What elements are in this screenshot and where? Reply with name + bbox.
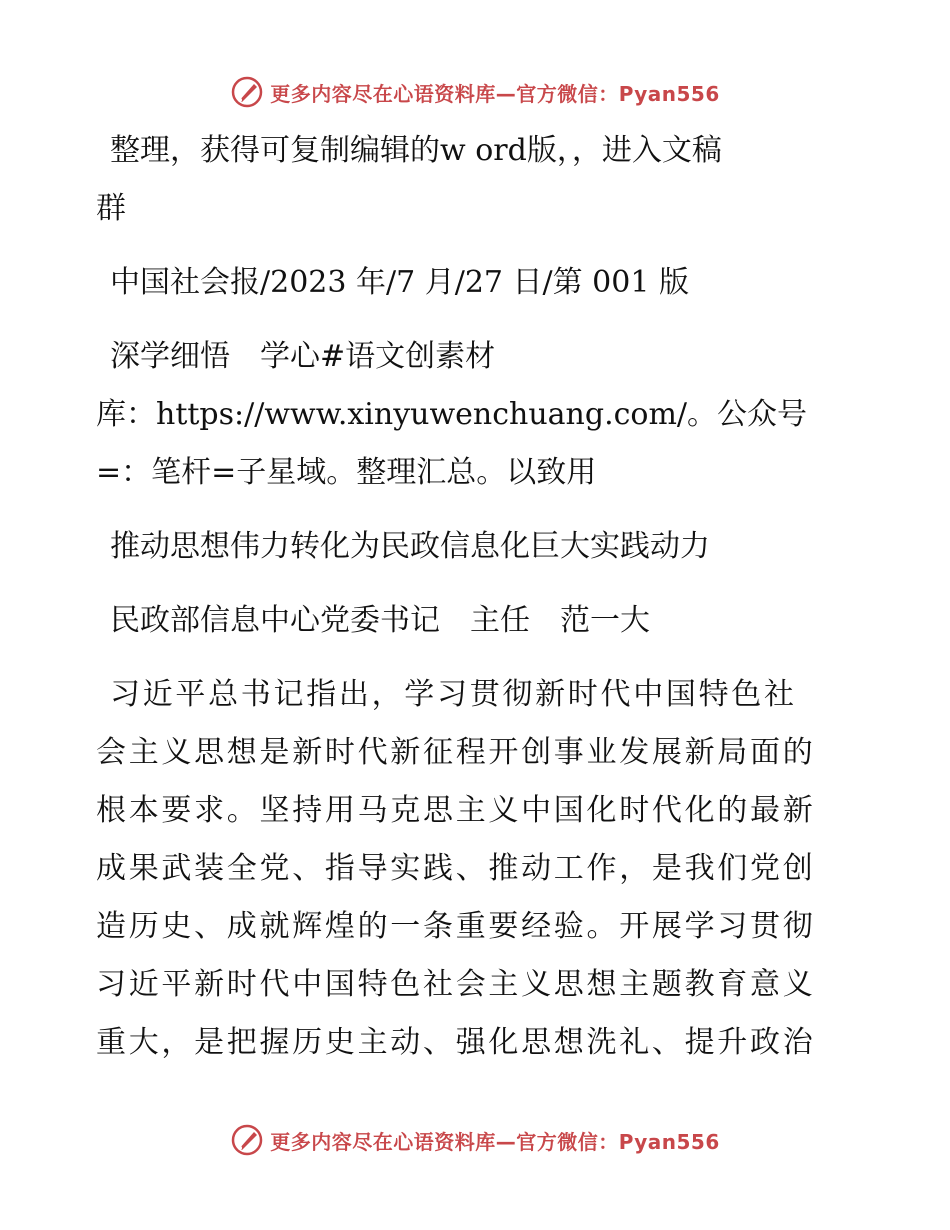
- watermark-text: 更多内容尽在心语资料库—官方微信：Pyan556: [270, 1129, 720, 1154]
- author-line: 民政部信息中心党委书记 主任 范一大: [110, 603, 650, 638]
- doc-line: 库：https://www.xinyuwenchuang.com/。公众号: [96, 397, 808, 432]
- paragraph-line: 习近平新时代中国特色社会主义思想主题教育意义: [96, 967, 816, 1002]
- paragraph-line: 重大，是把握历史主动、强化思想洗礼、提升政治: [96, 1025, 816, 1060]
- quill-pen-logo: [230, 75, 264, 109]
- paragraph-line: 成果武装全党、指导实践、推动工作，是我们党创: [96, 851, 816, 886]
- paragraph-line: 习近平总书记指出，学习贯彻新时代中国特色社: [110, 677, 797, 712]
- watermark-text: 更多内容尽在心语资料库—官方微信：Pyan556: [270, 81, 720, 106]
- paragraph-line: 会主义思想是新时代新征程开创事业发展新局面的: [96, 735, 816, 770]
- paragraph-line: 造历史、成就辉煌的一条重要经验。开展学习贯彻: [96, 909, 816, 944]
- document-body: [96, 122, 856, 1072]
- doc-line: =：笔杆=子星域。整理汇总。以致用: [96, 455, 597, 490]
- article-headline: 推动思想伟力转化为民政信息化巨大实践动力: [110, 529, 710, 564]
- doc-line: 整理，获得可复制编辑的w ord版，，进入文稿: [110, 133, 722, 168]
- watermark-banner-bottom: [0, 1120, 950, 1160]
- article-paragraph: [96, 666, 856, 1072]
- doc-line: 群: [96, 191, 126, 226]
- watermark-banner-top: [0, 72, 950, 112]
- paragraph-line: 根本要求。坚持用马克思主义中国化时代化的最新: [96, 793, 816, 828]
- quill-pen-logo: [230, 1123, 264, 1157]
- source-line: 中国社会报/2023 年/7 月/27 日/第 001 版: [110, 265, 689, 300]
- doc-line: 深学细悟 学心#语文创素材: [110, 339, 496, 374]
